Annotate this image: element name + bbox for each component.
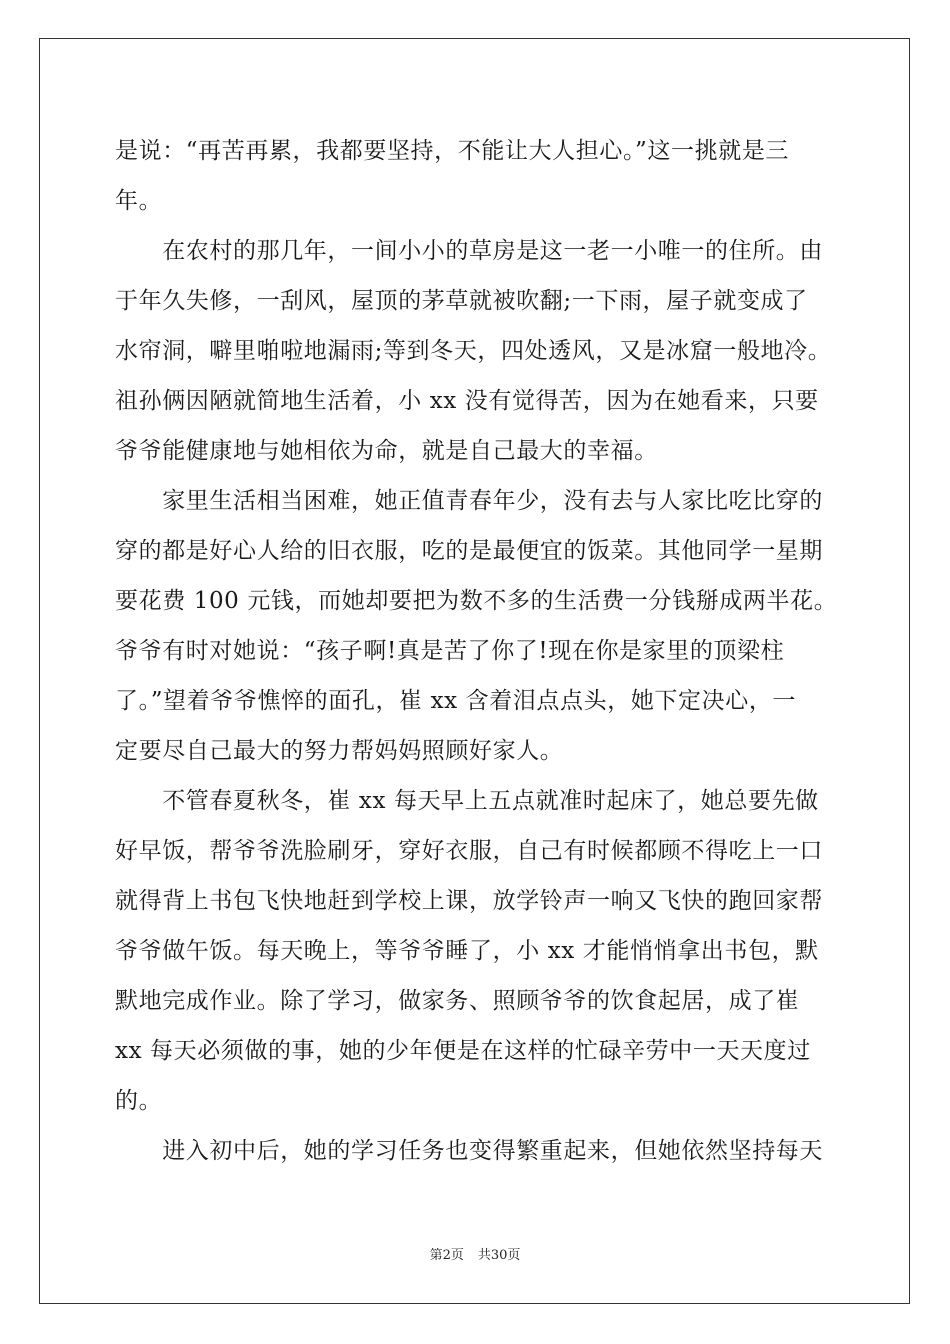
- text-line: 在农村的那几年，一间小小的草房是这一老一小唯一的住所。由: [115, 238, 823, 264]
- text-line: 家里生活相当困难，她正值青春年少，没有去与人家比吃比穿的: [115, 488, 823, 514]
- text-line: 不管春夏秋冬，崔 xx 每天早上五点就准时起床了，她总要先做: [115, 788, 819, 814]
- text-line: 水帘洞，噼里啪啦地漏雨;等到冬天，四处透风，又是冰窟一般地冷。: [115, 338, 832, 364]
- text-line: 爷爷有时对她说：“孩子啊!真是苦了你了!现在你是家里的顶梁柱: [115, 638, 785, 664]
- text-line: 默地完成作业。除了学习，做家务、照顾爷爷的饮食起居，成了崔: [115, 988, 800, 1014]
- text-line: 要花费 100 元钱，而她却要把为数不多的生活费一分钱掰成两半花。: [115, 588, 838, 614]
- text-line: 年。: [115, 188, 163, 214]
- text-line: 定要尽自己最大的努力帮妈妈照顾好家人。: [115, 738, 564, 764]
- page-number: 第2页: [429, 1248, 464, 1263]
- text-line: xx 每天必须做的事，她的少年便是在这样的忙碌辛劳中一天天度过: [115, 1038, 811, 1064]
- text-line: 的。: [115, 1088, 163, 1114]
- text-line: 是说：“再苦再累，我都要坚持，不能让大人担心。”这一挑就是三: [115, 138, 790, 164]
- text-line: 进入初中后，她的学习任务也变得繁重起来，但她依然坚持每天: [115, 1138, 823, 1164]
- text-line: 穿的都是好心人给的旧衣服，吃的是最便宜的饭菜。其他同学一星期: [115, 538, 823, 564]
- text-line: 祖孙俩因陋就简地生活着，小 xx 没有觉得苦，因为在她看来，只要: [115, 388, 819, 414]
- text-line: 就得背上书包飞快地赶到学校上课，放学铃声一响又飞快的跑回家帮: [115, 888, 823, 914]
- text-line: 了。”望着爷爷憔悴的面孔，崔 xx 含着泪点点头，她下定决心，一: [115, 688, 797, 714]
- text-line: 爷爷能健康地与她相依为命，就是自己最大的幸福。: [115, 438, 658, 464]
- page-footer: [0, 1244, 950, 1263]
- page-total: 共30页: [477, 1248, 521, 1263]
- text-line: 好早饭，帮爷爷洗脸刷牙，穿好衣服，自己有时候都顾不得吃上一口: [115, 838, 823, 864]
- text-line: 于年久失修，一刮风，屋顶的茅草就被吹翻;一下雨，屋子就变成了: [115, 288, 808, 314]
- text-line: 爷爷做午饭。每天晚上，等爷爷睡了，小 xx 才能悄悄拿出书包，默: [115, 938, 819, 964]
